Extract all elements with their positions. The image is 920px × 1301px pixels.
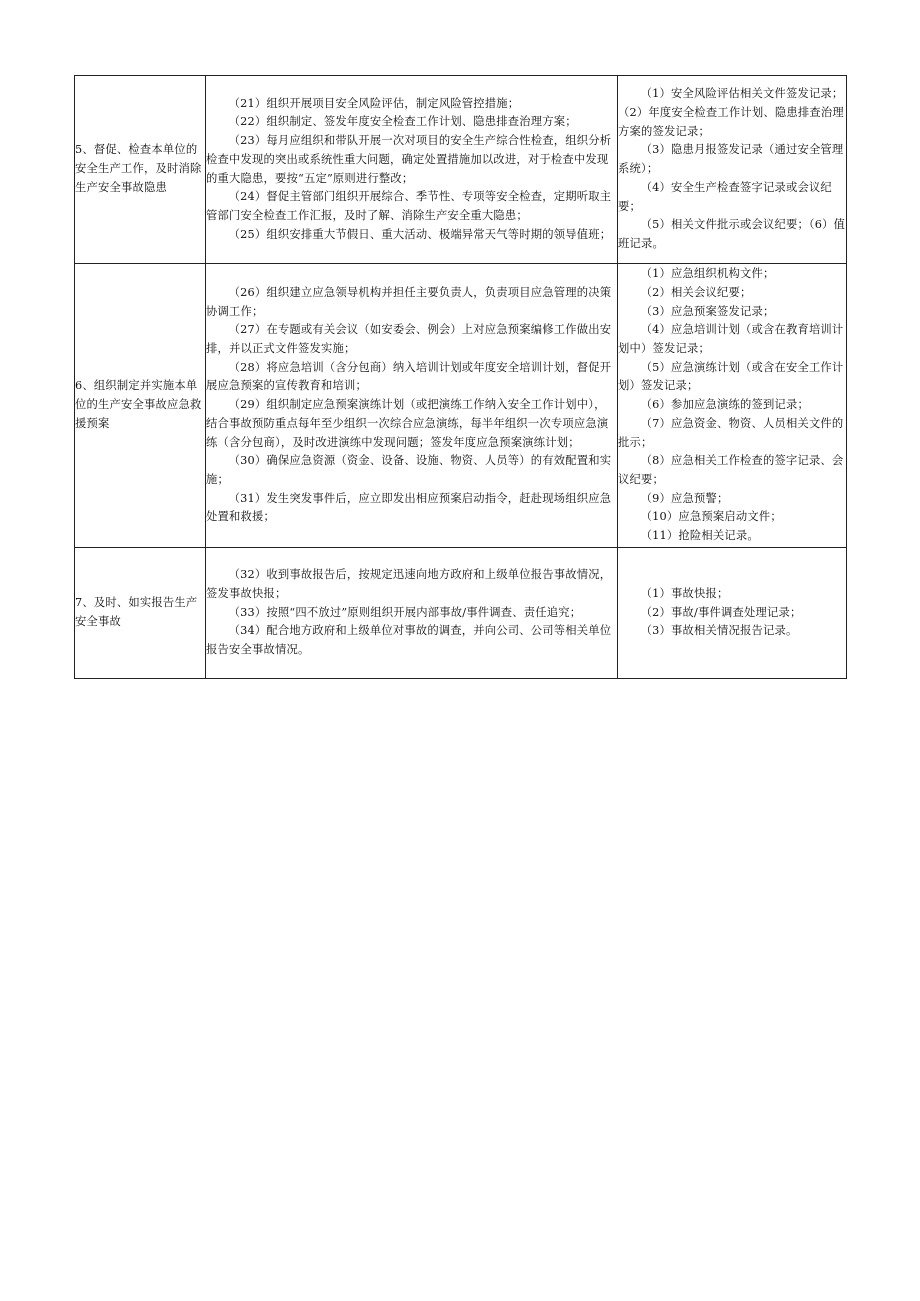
task-item: （27）在专题或有关会议（如安委会、例会）上对应急预案编修工作做出安排，并以正式文件签发实施；: [206, 323, 612, 356]
record-item: （1）安全风险评估相关文件签发记录；（2）年度安全检查工作计划、隐患排查治理方案的签发记录；: [618, 87, 844, 138]
duty-text: 7、及时、如实报告生产安全事故: [75, 596, 198, 628]
record-item: （1）事故快报；: [640, 586, 729, 600]
task-item: （34）配合地方政府和上级单位对事故的调查，并向公司、公司等相关单位报告安全事故情况。: [206, 624, 612, 657]
task-item: （26）组织建立应急领导机构并担任主要负责人，负责项目应急管理的决策协调工作；: [206, 285, 612, 318]
task-cell: [206, 76, 618, 264]
task-item: （23）每月应组织和带队开展一次对项目的安全生产综合性检查，组织分析检查中发现的突出或系统性重大问题，确定处置措施加以改进，对于检查中发现的重大隐患，要按“五定”原则进行整改；: [206, 134, 612, 185]
task-item: （30）确保应急资源（资金、设备、设施、物资、人员等）的有效配置和实施；: [206, 454, 612, 486]
record-item: （7）应急资金、物资、人员相关文件的批示；: [618, 416, 844, 449]
duty-cell: [75, 548, 206, 679]
record-item: （6）参加应急演练的签到记录；: [640, 398, 809, 412]
table-row: [75, 76, 847, 264]
task-cell: [206, 548, 618, 679]
record-item: （5）相关文件批示或会议纪要；（6）值班记录。: [618, 218, 846, 250]
record-item: （5）应急演练计划（或含在安全工作计划）签发记录；: [618, 360, 844, 393]
task-item: （31）发生突发事件后，应立即发出相应预案启动指令，赶赴现场组织应急处置和救援；: [206, 491, 612, 524]
record-item: （3）隐患月报签发记录（通过安全管理系统）；: [618, 143, 844, 176]
task-item: （25）组织安排重大节假日、重大活动、极端异常天气等时期的领导值班；: [228, 227, 612, 241]
duty-text: 6、组织制定并实施本单位的生产安全事故应急救援预案: [75, 379, 202, 430]
record-item: （3）应急预案签发记录；: [640, 304, 775, 318]
task-item: （21）组织开展项目安全风险评估，制定风险管控措施；: [228, 96, 520, 110]
record-item: （8）应急相关工作检查的签字记录、会议纪要；: [618, 454, 844, 486]
record-item: （9）应急预警；: [640, 491, 729, 505]
record-item: （2）事故/事件调查处理记录；: [640, 605, 802, 619]
task-item: （24）督促主管部门组织开展综合、季节性、专项等安全检查，定期听取主管部门安全检查工作汇报，及时了解、消除生产安全重大隐患；: [206, 190, 612, 222]
task-cell: [206, 264, 618, 548]
record-item: （2）相关会议纪要；: [640, 285, 752, 299]
table-row: [75, 264, 847, 548]
record-item: （11）抢险相关记录。: [640, 529, 759, 543]
record-cell: [618, 76, 847, 264]
table-row: [75, 548, 847, 679]
task-item: （32）收到事故报告后，按规定迅速向地方政府和上级单位报告事故情况，签发事故快报；: [206, 568, 612, 600]
duty-cell: [75, 76, 206, 264]
responsibility-table: [74, 75, 847, 679]
task-item: （29）组织制定应急预案演练计划（或把演练工作纳入安全工作计划中），结合事故预防重点每年至少组织一次综合应急演练，每半年组织一次专项应急演练（含分包商），及时改进演练中发现问题；签发年度应急预案演练计划；: [206, 398, 609, 449]
duty-text: 5、督促、检查本单位的安全生产工作，及时消除生产安全事故隐患: [75, 143, 202, 194]
record-cell: [618, 548, 847, 679]
record-item: （3）事故相关情况报告记录。: [640, 624, 798, 638]
task-item: （22）组织制定、签发年度安全检查工作计划、隐患排查治理方案；: [228, 115, 577, 129]
record-item: （1）应急组织机构文件；: [640, 267, 775, 281]
task-item: （33）按照“四不放过”原则组织开展内部事故/事件调查、责任追究；: [228, 605, 582, 619]
record-item: （10）应急预案启动文件；: [640, 510, 782, 524]
task-item: （28）将应急培训（含分包商）纳入培训计划或年度安全培训计划，督促开展应急预案的宣传教育和培训；: [206, 360, 612, 393]
record-item: （4）应急培训计划（或含在教育培训计划中）签发记录；: [618, 323, 844, 356]
duty-cell: [75, 264, 206, 548]
record-cell: [618, 264, 847, 548]
record-item: （4）安全生产检查签字记录或会议纪要；: [618, 180, 832, 213]
